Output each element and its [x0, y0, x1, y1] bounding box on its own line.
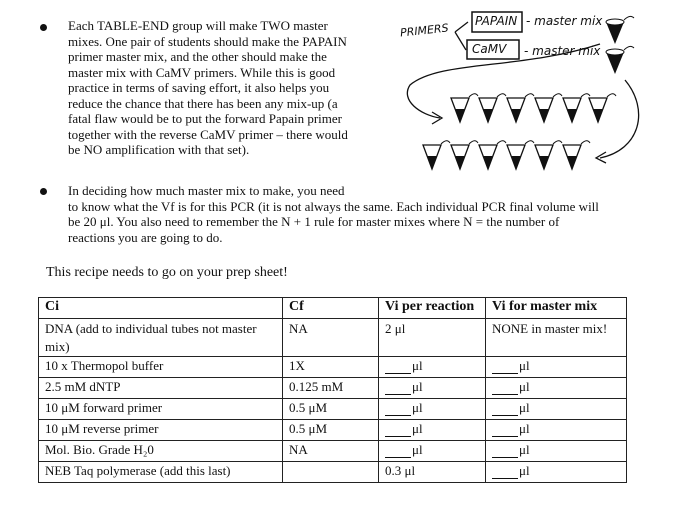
text-line: Each TABLE-END group will make TWO master: [68, 18, 328, 33]
cell-vi-per-reaction[interactable]: [379, 420, 486, 441]
cell-vi-master-mix: NONE in master mix!: [486, 319, 627, 357]
master-mix-label-1: - master mix: [526, 14, 603, 28]
cell-cf: NA: [283, 441, 379, 462]
text-line: together with the reverse CaMV primer – there would: [68, 126, 348, 142]
cell-ci: 10 μM forward primer: [39, 399, 283, 420]
cell-vi-per-reaction: 0.3 μl: [379, 462, 486, 483]
cell-vi-per-reaction[interactable]: [379, 378, 486, 399]
unit-label: μl: [412, 421, 423, 436]
fill-in-blank[interactable]: [385, 424, 411, 437]
cell-ci: DNA (add to individual tubes not master mix): [39, 319, 283, 357]
pcr-tube-icon: [451, 141, 478, 169]
text-line: be 20 μl. You also need to remember the N + 1 rule for master mixes where N = the number of: [68, 214, 560, 229]
pcr-tube-rows: [423, 94, 616, 169]
recipe-table: [38, 297, 627, 483]
cell-cf: 0.5 μM: [283, 399, 379, 420]
unit-label: μl: [412, 358, 423, 373]
master-mix-tube-icon: [606, 46, 634, 74]
unit-label: μl: [412, 442, 423, 457]
pcr-tube-icon: [451, 94, 478, 122]
cell-vi-per-reaction[interactable]: [379, 399, 486, 420]
cell-vi-master-mix[interactable]: [486, 399, 627, 420]
text-line: mixes. One pair of students should make the PAPAIN: [68, 33, 347, 49]
pcr-tube-icon: [535, 141, 562, 169]
papain-label: PAPAIN: [475, 14, 518, 28]
header-cf: Cf: [283, 298, 379, 319]
table-row: [39, 420, 627, 441]
cell-vi-per-reaction[interactable]: [379, 441, 486, 462]
text-line: reduce the chance that there has been any mix-up (a: [68, 95, 338, 111]
unit-label: μl: [519, 379, 530, 394]
unit-label: μl: [412, 400, 423, 415]
table-row: [39, 399, 627, 420]
cell-vi-master-mix[interactable]: [486, 441, 627, 462]
unit-label: μl: [519, 421, 530, 436]
text-line: to know what the Vf is for this PCR (it is not always the same. Each individual PCR final volume will: [68, 198, 599, 214]
unit-label: μl: [412, 379, 423, 394]
pcr-tube-icon: [563, 94, 590, 122]
text-line: practice in terms of saving effort, it also helps you: [68, 80, 330, 95]
fill-in-blank[interactable]: [385, 361, 411, 374]
cell-cf: NA: [283, 319, 379, 357]
unit-label: μl: [519, 358, 530, 373]
cell-vi-master-mix[interactable]: [486, 378, 627, 399]
unit-label: μl: [519, 442, 530, 457]
pcr-tube-icon: [535, 94, 562, 122]
cell-ci: NEB Taq polymerase (add this last): [39, 462, 283, 483]
pcr-tube-icon: [589, 94, 616, 122]
cell-ci: Mol. Bio. Grade H₂0: [39, 441, 283, 462]
text-line: fatal flaw would be to put the forward Papain primer: [68, 111, 342, 126]
pcr-tube-icon: [507, 94, 534, 122]
primers-label: PRIMERS: [399, 21, 450, 40]
pcr-tube-icon: [479, 141, 506, 169]
text-line: be NO amplification with that set).: [68, 142, 250, 157]
cell-cf: 0.5 μM: [283, 420, 379, 441]
cell-vi-per-reaction: 2 μl: [379, 319, 486, 357]
table-row: [39, 378, 627, 399]
bullet-paragraph-master-mix-volume: [68, 183, 643, 245]
text-line: primer master mix, and the other should make the: [68, 49, 327, 64]
pcr-tube-icon: [423, 141, 450, 169]
camv-label: CaMV: [472, 42, 507, 56]
fill-in-blank[interactable]: [492, 466, 518, 479]
primers-brace: [455, 22, 468, 50]
cell-vi-master-mix[interactable]: [486, 420, 627, 441]
fill-in-blank[interactable]: [385, 403, 411, 416]
table-row: [39, 357, 627, 378]
master-mix-tube-icon: [606, 16, 634, 44]
bullet-marker-2: [40, 188, 47, 195]
header-vi-master-mix: Vi for master mix: [486, 298, 627, 319]
text-line: master mix with CaMV primers. While this is good: [68, 64, 336, 80]
cell-ci: 10 μM reverse primer: [39, 420, 283, 441]
pcr-tube-icon: [479, 94, 506, 122]
text-line: reactions you are going to do.: [68, 229, 223, 245]
text-line: In deciding how much master mix to make, you need: [68, 183, 345, 198]
fill-in-blank[interactable]: [492, 424, 518, 437]
cell-cf: [283, 462, 379, 483]
cell-vi-master-mix[interactable]: [486, 357, 627, 378]
cell-cf: 1X: [283, 357, 379, 378]
cell-cf: 0.125 mM: [283, 378, 379, 399]
cell-ci: 10 x Thermopol buffer: [39, 357, 283, 378]
table-row: [39, 441, 627, 462]
table-row: [39, 462, 627, 483]
header-ci: Ci: [39, 298, 283, 319]
fill-in-blank[interactable]: [385, 445, 411, 458]
table-header-row: [39, 298, 627, 319]
cell-vi-master-mix[interactable]: [486, 462, 627, 483]
fill-in-blank[interactable]: [492, 361, 518, 374]
fill-in-blank[interactable]: [492, 445, 518, 458]
table-row: [39, 319, 627, 357]
cell-vi-per-reaction[interactable]: [379, 357, 486, 378]
unit-label: μl: [519, 463, 530, 478]
fill-in-blank[interactable]: [492, 403, 518, 416]
pcr-tube-icon: [563, 141, 590, 169]
cell-ci: 2.5 mM dNTP: [39, 378, 283, 399]
fill-in-blank[interactable]: [492, 382, 518, 395]
master-mix-label-2: - master mix: [524, 44, 601, 58]
unit-label: μl: [519, 400, 530, 415]
arrow-to-row-2: [600, 80, 639, 158]
pcr-tube-icon: [507, 141, 534, 169]
header-vi-per-reaction: Vi per reaction: [379, 298, 486, 319]
recipe-note: This recipe needs to go on your prep sheet!: [46, 265, 288, 280]
fill-in-blank[interactable]: [385, 382, 411, 395]
